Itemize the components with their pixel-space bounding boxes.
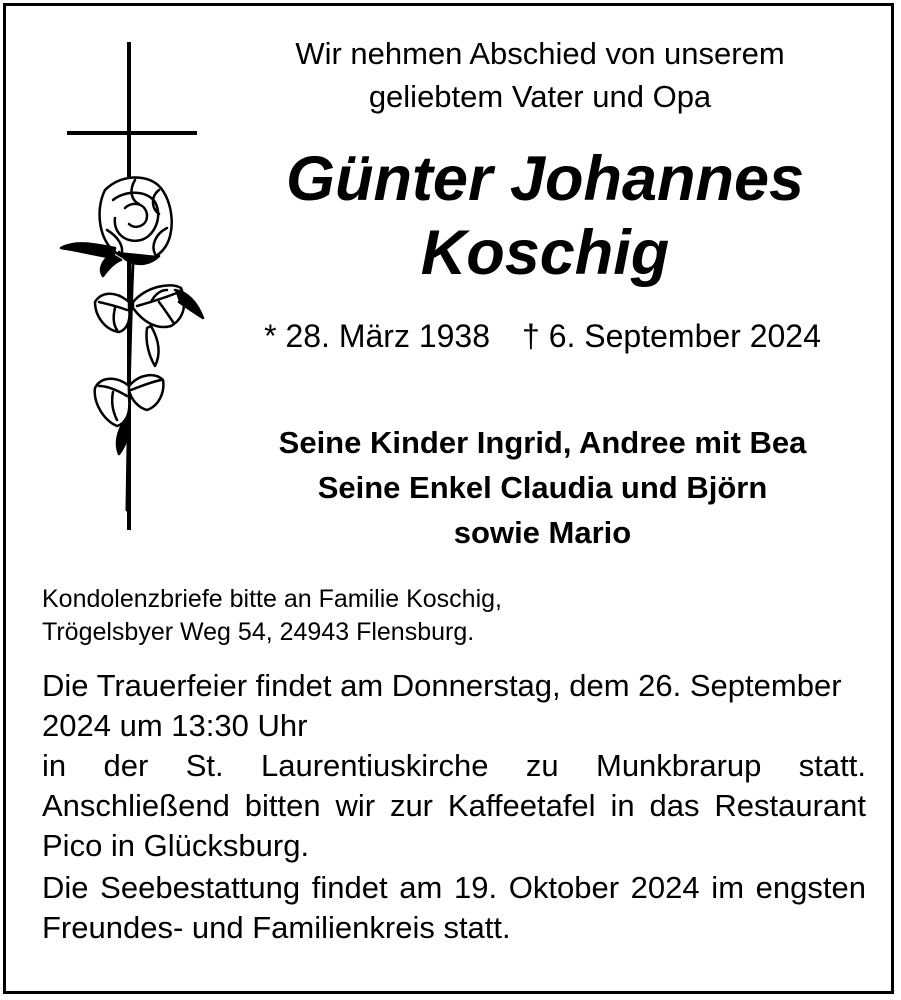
cross-with-rose — [55, 40, 215, 540]
family-line-2: Seine Enkel Claudia und Björn — [317, 470, 768, 505]
intro-text — [230, 32, 850, 118]
condolence-line-1: Kondolenzbriefe bitte an Familie Koschig, — [42, 585, 502, 613]
rose-icon — [61, 177, 203, 510]
life-dates — [220, 316, 865, 356]
condolence-line-2: Trögelsbyer Weg 54, 24943 Flensburg. — [42, 618, 475, 646]
ceremony-paragraph-3: Die Seebestattung findet am 19. Oktober 2024 im engsten Freundes- und Familienkreis statt. — [42, 870, 866, 945]
family-line-3: sowie Mario — [453, 515, 632, 550]
ceremony-info — [42, 666, 866, 948]
family-line-1: Seine Kinder Ingrid, Andree mit Bea — [278, 425, 807, 460]
intro-line-1: Wir nehmen Abschied von unserem — [295, 36, 785, 71]
death-date: † 6. September 2024 — [522, 318, 821, 354]
ceremony-paragraph-1: Die Trauerfeier findet am Donnerstag, dem 26. September 2024 um 13:30 Uhr — [42, 668, 842, 743]
condolence-address — [42, 583, 862, 649]
deceased-name — [225, 142, 865, 290]
deceased-last-name: Koschig — [420, 218, 670, 288]
intro-line-2: geliebtem Vater und Opa — [368, 79, 712, 114]
birth-date: * 28. März 1938 — [264, 318, 491, 354]
mourning-family — [220, 420, 865, 555]
ceremony-paragraph-2: in der St. Laurentiuskirche zu Munkbrarup statt. Anschließend bitten wir zur Kaffeetafel in das Restaurant Pico in Glücksburg. — [42, 748, 866, 863]
deceased-first-names: Günter Johannes — [285, 144, 805, 214]
